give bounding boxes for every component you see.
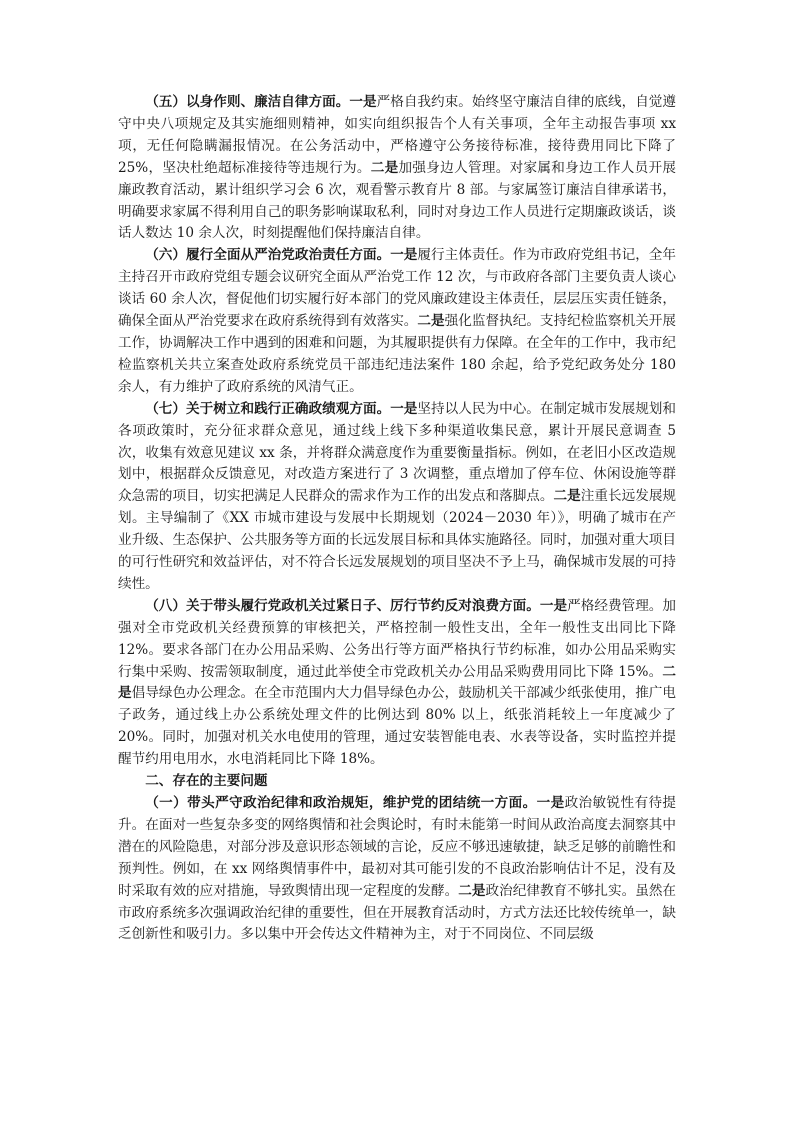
point-marker: 二是 [417, 313, 445, 330]
point-text: 强化监督执纪。支持纪检监察机关开展工作，协调解决工作中遇到的困难和问题，为其履职提供有力保障。在全年的工作中，我市纪检监察机关共立案查处政府系统党员干部违纪违法案件 180 余起，给予党纪政务处分 180 余人，有力维护了政府系统的风清气正。 [118, 313, 677, 395]
point-text: 注重长远发展规划。主导编制了《XX 市城市建设与发展中长期规划（2024－2030 年）》，明确了城市在产业升级、生态保护、公共服务等方面的长远发展目标和具体实施路径。同时，加强对重大项目的可行性研究和效益评估，对不符合长远发展规划的项目坚决不予上马，确保城市发展的可持续性。 [118, 488, 677, 592]
point-marker: 二是 [458, 882, 486, 899]
paragraph-integrity [118, 92, 676, 245]
paragraph-title: （五）以身作则、廉洁自律方面。 [145, 94, 350, 110]
point-marker: 一是 [390, 247, 418, 264]
point-text: 政治敏锐性有待提升。在面对一些复杂多变的网络舆情和社会舆论时，有时未能第一时间从政治高度去洞察其中潜在的风险隐患，对部分涉及意识形态领域的言论，反应不够迅速敏捷，缺乏足够的前瞻性和预判性。例如，在 xx 网络舆情事件中，最初对其可能引发的不良政治影响估计不足，没有及时采取有效的应对措施，导致舆情出现一定程度的发酵。 [118, 795, 677, 899]
section-heading: 二、存在的主要问题 [145, 773, 268, 790]
point-marker: 二是 [553, 488, 581, 505]
point-text: 严格经费管理。加强对全市党政机关经费预算的审核把关，严格控制一般性支出，全年一般性支出同比下降 12%。要求各部门在办公用品采购、公务出行等方面严格执行节约标准，如办公用品采购实行集中采购、按需领取制度，通过此举使全市党政机关办公用品采购费用同比下降 15%。 [118, 597, 677, 680]
paragraph-political-rules [118, 793, 676, 946]
point-text: 坚持以人民为中心。在制定城市发展规划和各项政策时，充分征求群众意见，通过线上线下多种渠道收集民意，累计开展民意调查 5 次，收集有效意见建议 xx 条，并将群众满意度作为重要衡量指标。例如，在老旧小区改造规划中，根据群众反馈意见，对改造方案进行了 3 次调整，重点增加了停车位、休闲设施等群众急需的项目，切实把满足人民群众的需求作为工作的出发点和落脚点。 [118, 400, 677, 505]
point-text: 履行主体责任。作为市政府党组书记，全年主持召开市政府党组专题会议研究全面从严治党工作 12 次，与市政府各部门主要负责人谈心谈话 60 余人次，督促他们切实履行好本部门的党风廉政建设主体责任，层层压实责任链条，确保全面从严治党要求在政府系统得到有效落实。 [118, 247, 677, 330]
paragraph-frugality [118, 596, 676, 771]
point-marker: 一是 [539, 597, 568, 614]
point-text: 加强身边人管理。对家属和身边工作人员开展廉政教育活动，累计组织学习会 6 次，观看警示教育片 8 部。与家属签订廉洁自律承诺书，明确要求家属不得利用自己的职务影响谋取私利，同时对身边工作人员进行定期廉政谈话，谈话人数达 10 余人次，时刻提醒他们保持廉洁自律。 [118, 159, 676, 242]
point-text: 政治纪律教育不够扎实。虽然在市政府系统多次强调政治纪律的重要性，但在开展教育活动时，方式方法还比较传统单一，缺乏创新性和吸引力。多以集中开会传达文件精神为主，对于不同岗位、不同层级 [118, 882, 677, 943]
paragraph-title: （六）履行全面从严治党政治责任方面。 [145, 247, 391, 264]
point-marker: 二是 [118, 663, 676, 702]
paragraph-performance-view [118, 399, 676, 596]
paragraph-title: （七）关于树立和践行正确政绩观方面。 [145, 400, 391, 417]
point-text: 严格自我约束。始终坚守廉洁自律的底线，自觉遵守中央八项规定及其实施细则精神，如实向组织报告个人有关事项，全年主动报告事项 xx 项，无任何隐瞒漏报情况。在公务活动中，严格遵守公务接待标准，接待费用同比下降了 25%，坚决杜绝超标准接待等违规行为。 [118, 94, 677, 176]
paragraph-title: （八）关于带头履行党政机关过紧日子、厉行节约反对浪费方面。 [145, 597, 540, 614]
point-marker: 二是 [370, 159, 399, 176]
paragraph-title: （一）带头严守政治纪律和政治规矩，维护党的团结统一方面。 [145, 795, 537, 811]
document-page [118, 92, 676, 946]
point-marker: 一是 [349, 94, 377, 110]
paragraph-party-discipline [118, 245, 676, 398]
point-marker: 一是 [536, 795, 565, 811]
point-marker: 一是 [390, 400, 418, 417]
point-text: 倡导绿色办公理念。在全市范围内大力倡导绿色办公，鼓励机关干部减少纸张使用，推广电子政务，通过线上办公系统处理文件的比例达到 80% 以上，纸张消耗较上一年度减少了 20%。同时，加强对机关水电使用的管理，通过安装智能电表、水表等设备，实时监控并提醒节约用电用水，水电消耗同比下降 18%。 [118, 685, 677, 768]
